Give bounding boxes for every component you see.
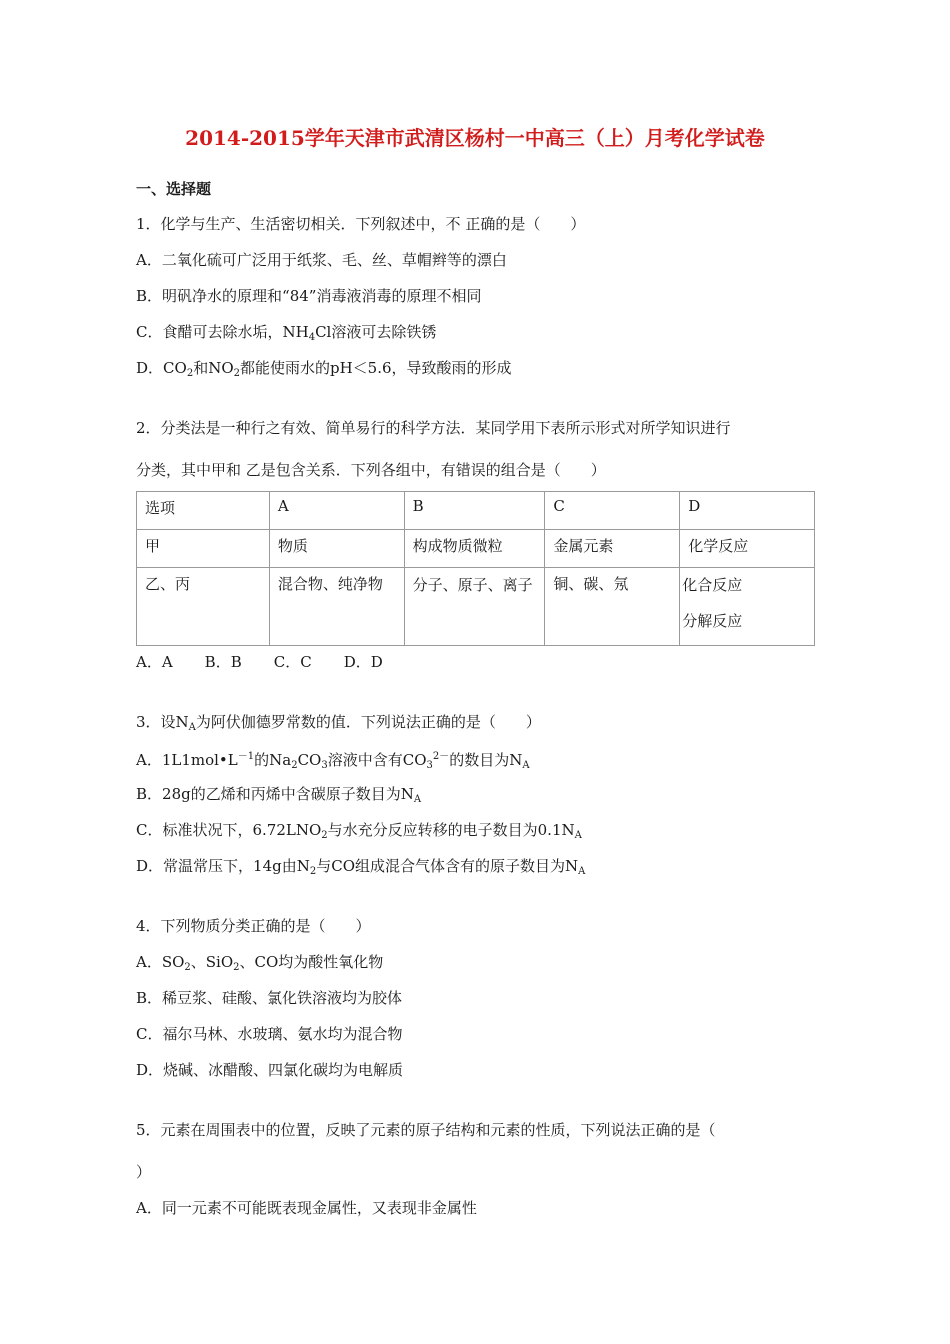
table-cell: D	[680, 492, 815, 530]
q1-stem: 1．化学与生产、生活密切相关．下列叙述中，不 正确的是（ ）	[136, 215, 586, 233]
table-cell: B	[404, 492, 545, 530]
q2-stem-line1: 2．分类法是一种行之有效、简单易行的科学方法．某同学用下表所示形式对所学知识进行	[136, 419, 731, 437]
table-cell: 乙、丙	[137, 568, 270, 646]
table-cell: 化学反应	[680, 530, 815, 568]
q1-option-a: A．二氧化硫可广泛用于纸浆、毛、丝、草帽辫等的漂白	[136, 251, 507, 269]
q2-option-a: A．A	[136, 653, 173, 671]
q3-stem: 3．设$N_A$为阿伏伽德罗常数的值．下列说法正确的是（ ）	[136, 713, 541, 733]
q5-stem-line2: ）	[136, 1163, 152, 1181]
table-cell: C	[545, 492, 680, 530]
classification-table	[136, 491, 815, 646]
q4-option-a: A．$SO_2$、SiO$_2$、CO均为酸性氧化物	[136, 953, 384, 973]
q1-option-c: C．食醋可去除水垢，$NH_4Cl$溶液可去除铁锈	[136, 323, 437, 343]
exam-title: 2014-2015学年天津市武清区杨村一中高三（上）月考化学试卷	[185, 126, 765, 150]
q3-option-c: C．标准状况下，$6.72LNO_2$与水充分反应转移的电子数目为$0.1N_A$	[136, 821, 582, 841]
q3-option-a: A．$1L1mol•L^{-1}$的$Na_2CO_3$溶液中含有$CO_3^{2-}$的数目为$N_A$	[136, 751, 530, 771]
q1-option-d: D．$CO_2$和$NO_2$都能使雨水的pH＜5.6，导致酸雨的形成	[136, 359, 512, 379]
table-cell: 铜、碳、氖	[545, 568, 680, 646]
table-cell-text: 化合反应 分解反应	[682, 576, 743, 630]
q2-options	[136, 651, 383, 672]
table-row	[137, 530, 815, 568]
q2-option-c: C．C	[273, 653, 312, 671]
table-cell: A	[269, 492, 404, 530]
q5-stem-line1: 5．元素在周围表中的位置，反映了元素的原子结构和元素的性质，下列说法正确的是（	[136, 1121, 716, 1139]
q4-option-c: C．福尔马林、水玻璃、氨水均为混合物	[136, 1025, 403, 1043]
q3-option-d: D．常温常压下，14g由$N_2$与CO组成混合气体含有的原子数目为$N_A$	[136, 857, 586, 877]
q2-option-b: B．B	[204, 653, 242, 671]
q4-stem: 4．下列物质分类正确的是（ ）	[136, 917, 371, 935]
table-cell-text: 分子、原子、离子	[412, 576, 533, 594]
q2-stem-line2: 分类，其中甲和 乙是包含关系．下列各组中，有错误的组合是（ ）	[136, 461, 606, 479]
table-cell: 金属元素	[545, 530, 680, 568]
table-row	[137, 492, 815, 530]
table-cell: 混合物、纯净物	[269, 568, 404, 646]
table-cell: 物质	[269, 530, 404, 568]
table-cell	[404, 568, 545, 646]
q4-option-d: D．烧碱、冰醋酸、四氯化碳均为电解质	[136, 1061, 404, 1079]
table-cell: 选项	[137, 492, 270, 530]
table-cell: 构成物质微粒	[404, 530, 545, 568]
table-cell: 甲	[137, 530, 270, 568]
section-heading: 一、选择题	[136, 180, 212, 198]
q3-option-b: B．28g的乙烯和丙烯中含碳原子数目为$N_A$	[136, 785, 422, 805]
q1-option-b: B．明矾净水的原理和“84”消毒液消毒的原理不相同	[136, 287, 482, 305]
table-cell	[680, 568, 815, 646]
q5-option-a: A．同一元素不可能既表现金属性，又表现非金属性	[136, 1199, 477, 1217]
q4-option-b: B．稀豆浆、硅酸、氯化铁溶液均为胶体	[136, 989, 403, 1007]
q2-option-d: D．D	[343, 653, 383, 671]
table-row	[137, 568, 815, 646]
